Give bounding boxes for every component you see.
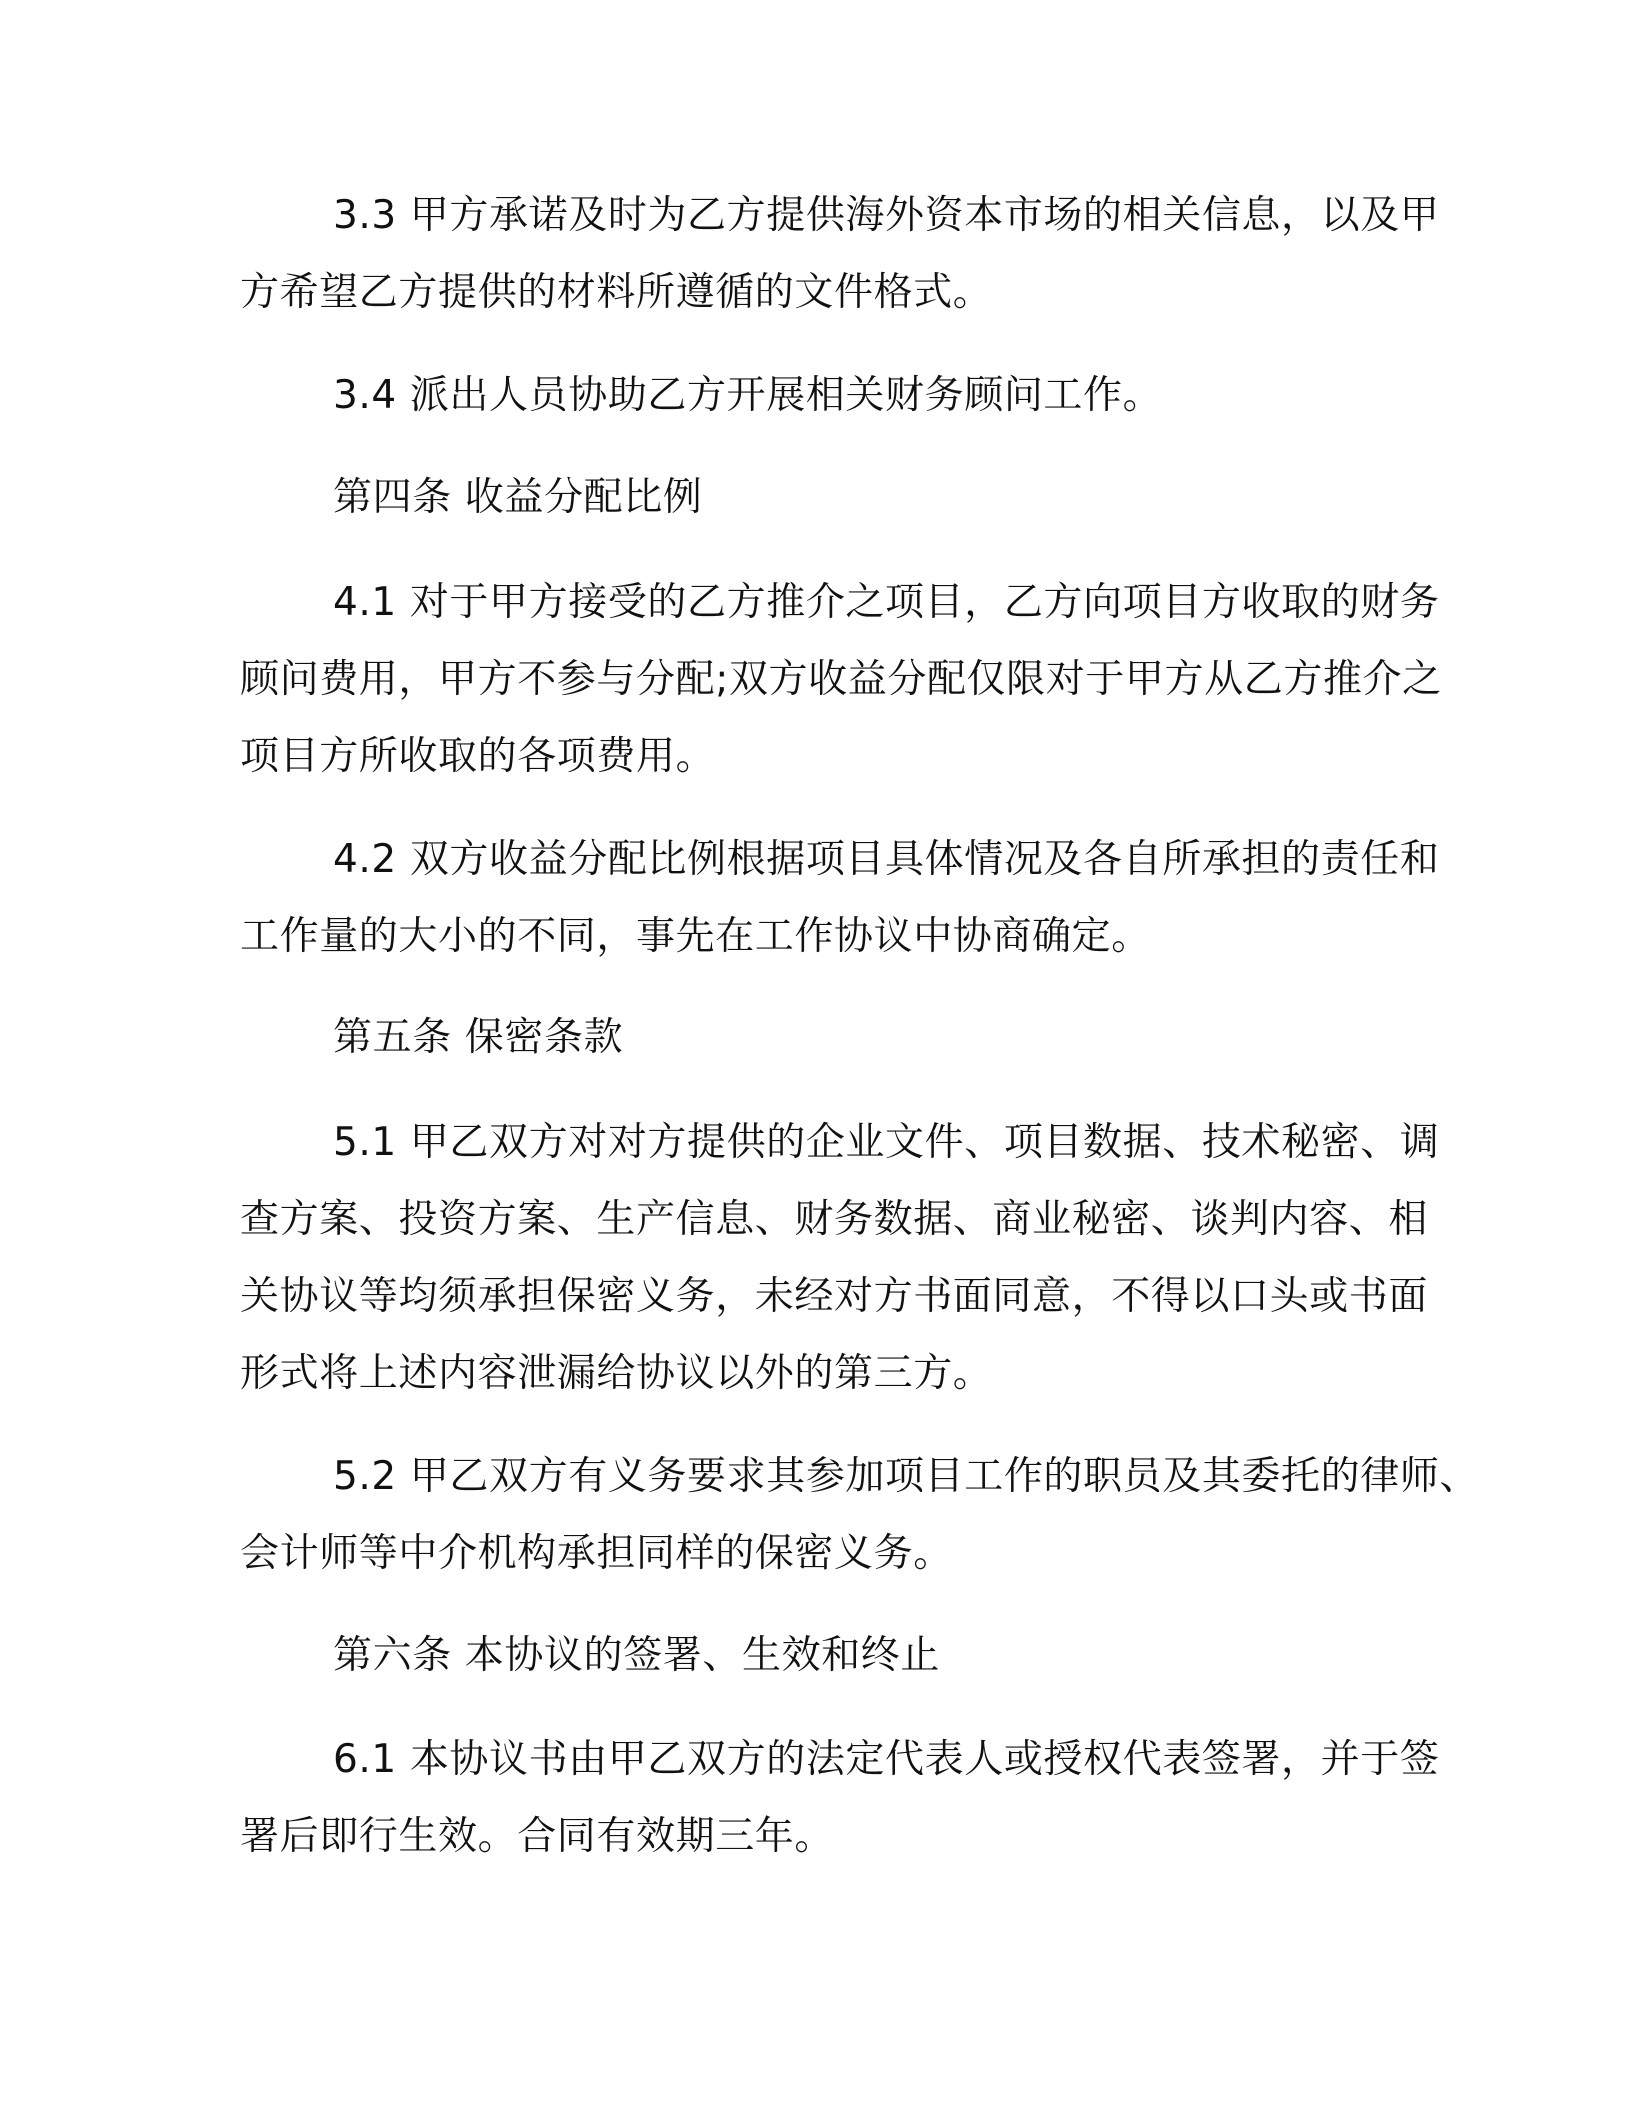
section-heading: 第五条 保密条款 [333,1015,624,1060]
text-line: 3.3 甲方承诺及时为乙方提供海外资本市场的相关信息，以及甲 [333,193,1440,238]
text-line: 查方案、投资方案、生产信息、财务数据、商业秘密、谈判内容、相 [240,1197,1429,1242]
text-line: 6.1 本协议书由甲乙双方的法定代表人或授权代表签署，并于签 [333,1737,1440,1782]
text-line: 形式将上述内容泄漏给协议以外的第三方。 [240,1351,993,1396]
text-line: 5.1 甲乙双方对对方提供的企业文件、项目数据、技术秘密、调 [333,1120,1440,1165]
text-line: 项目方所收取的各项费用。 [240,734,716,779]
text-line: 方希望乙方提供的材料所遵循的文件格式。 [240,270,993,315]
text-line: 关协议等均须承担保密义务，未经对方书面同意，不得以口头或书面 [240,1274,1429,1319]
text-line: 工作量的大小的不同，事先在工作协议中协商确定。 [240,914,1151,959]
text-line: 3.4 派出人员协助乙方开展相关财务顾问工作。 [333,373,1163,418]
text-line: 4.2 双方收益分配比例根据项目具体情况及各自所承担的责任和 [333,837,1440,882]
section-heading: 第六条 本协议的签署、生效和终止 [333,1633,940,1678]
section-heading: 第四条 收益分配比例 [333,475,703,520]
text-line: 署后即行生效。合同有效期三年。 [240,1814,835,1859]
text-line: 顾问费用，甲方不参与分配;双方收益分配仅限对于甲方从乙方推介之 [240,657,1442,702]
text-line: 5.2 甲乙双方有义务要求其参加项目工作的职员及其委托的律师、 [333,1454,1480,1499]
text-line: 4.1 对于甲方接受的乙方推介之项目，乙方向项目方收取的财务 [333,580,1440,625]
text-line: 会计师等中介机构承担同样的保密义务。 [240,1531,953,1576]
